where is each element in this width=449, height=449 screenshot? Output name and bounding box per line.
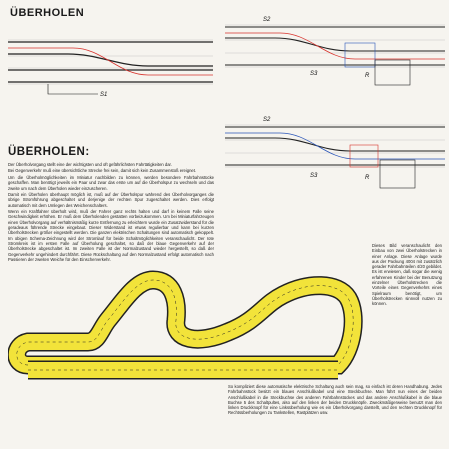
label-s3-2: S3 [310,173,318,179]
bottom-text: So kompliziert diese automatische elektrische Schaltung auch sein mag, so einfach ist deren Handhabung. Jedes Fahrbahnstück besitzt ein blaues Anschlußkabel und eine Steckbuchse. Man führt nun eines der beiden Anschlußkabel in die Steckbuchse des anderen Fahrbahnstückes und das andere Anschlußkabel in die blaue Buchse 5 des Schaltpultes, also auf den linken der beiden Druckknöpfe. Zweckmäßigerweise benutzt man den linken Druckknopf für eine Linksüberholung wie es ein Überholvorgang darstellt, und den rechten Druckknopf für Rechtsüberholungen zu Tankstellen, Rastplätzen usw. [228,384,442,416]
left-paragraph: Um die Überholmöglichkeiten im Miniatur nachbilden zu können, werden besondere Fahrbahnstücke geschaffen. Man benötigt jeweils ein Paar und zwar das erste um auf die Überholspur zu wechseln und das zweite um nach dem Überholen wieder einzuscheren. [8,174,214,191]
label-s1: S1 [100,92,108,98]
title-main: ÜBERHOLEN: [8,146,90,158]
label-r: R [365,73,370,79]
title-top: ÜBERHOLEN [10,7,85,19]
label-s2: S2 [263,17,271,23]
left-paragraph: Der Überholvorgang stellt eine der wichtigsten und oft gefährlichsten Fahrtätigkeiten dar. [8,162,172,167]
right-text: Dieses Bild veranschaulicht den Einbau von zwei Überholstrecken in einer Anlage. Diese Anlage wurde aus der Packung 4004 mit zusätzlich gerader Fahrbahnteilen 4/20 gebildet. Es ist erwiesen, daß sogar die wenig erfahrenen Kinder bei der Benutzung einzelner Überholstrecken die Vorteile eines Gegenverkehrs eines Spielraum benötigt, um Überholstrecken sinnvoll nutzen zu können. [372,243,442,307]
schematic-normal-state [225,105,445,210]
label-r-2: R [365,175,370,181]
label-s3: S3 [310,71,318,77]
left-paragraph: Damit ein Überholen überhaupt möglich ist, muß auf der Überholspur während des Überholvorganges die übrige Stromführung abgeschaltet und derjenige der rechten Spur zugeschaltet werden. Dies erfolgt automatisch mit dem Umlegen des Weichenschalters. [8,192,214,208]
schematic-overtaking-active [225,5,445,105]
label-s2-2: S2 [263,117,271,123]
diagram-overtaking-track [8,22,213,112]
left-paragraph: Wenn ein Kraftfahrer überholt wird, muß der Fahrer ganz rechts halten und darf in keinem Falle seine Geschwindigkeit erhöhen. Er muß dem Überholenden gestatten vorbeizukommen. Um bei Miniaturfahrzeugen einen Überholvorgang auf verhältnismäßig kurze Entfernung zu erleichtern wurde ein Zusatzwiderstand für die geradeaus führende Strecke eingebaut. Dieser Widerstand ist etwas regulierbar und kann bei kurzen Überholstrecken größer eingestellt werden. Die ganzen elektrischen Schaltungen sind automatisch gekoppelt. Im obigen Schema-Zeichnung wird der Stromlauf für beide Schaltmöglichkeiten veranschaulicht. Der rote Stromkreis ist im ersten Falle auf Überholung geschaltet, so daß der blaue Gegenverkehr auf der Überholstrecke abgeschaltet ist. Im zweiten Falle ist der Normalzustand wieder hergestellt, so daß der Gegenverkehr ungehindert durchfährt. Diese Rückschaltung auf den Normalzustand erfolgt automatisch nach Passieren der zweiten Weiche für den Einscherverkehr. [8,209,214,262]
left-text [8,162,214,263]
left-paragraph: Bei Gegenverkehr muß eine übersichtliche Strecke frei sein, damit sich kein Zusammenstoß ereignet. [8,168,197,174]
track-layout-illustration [8,270,370,380]
